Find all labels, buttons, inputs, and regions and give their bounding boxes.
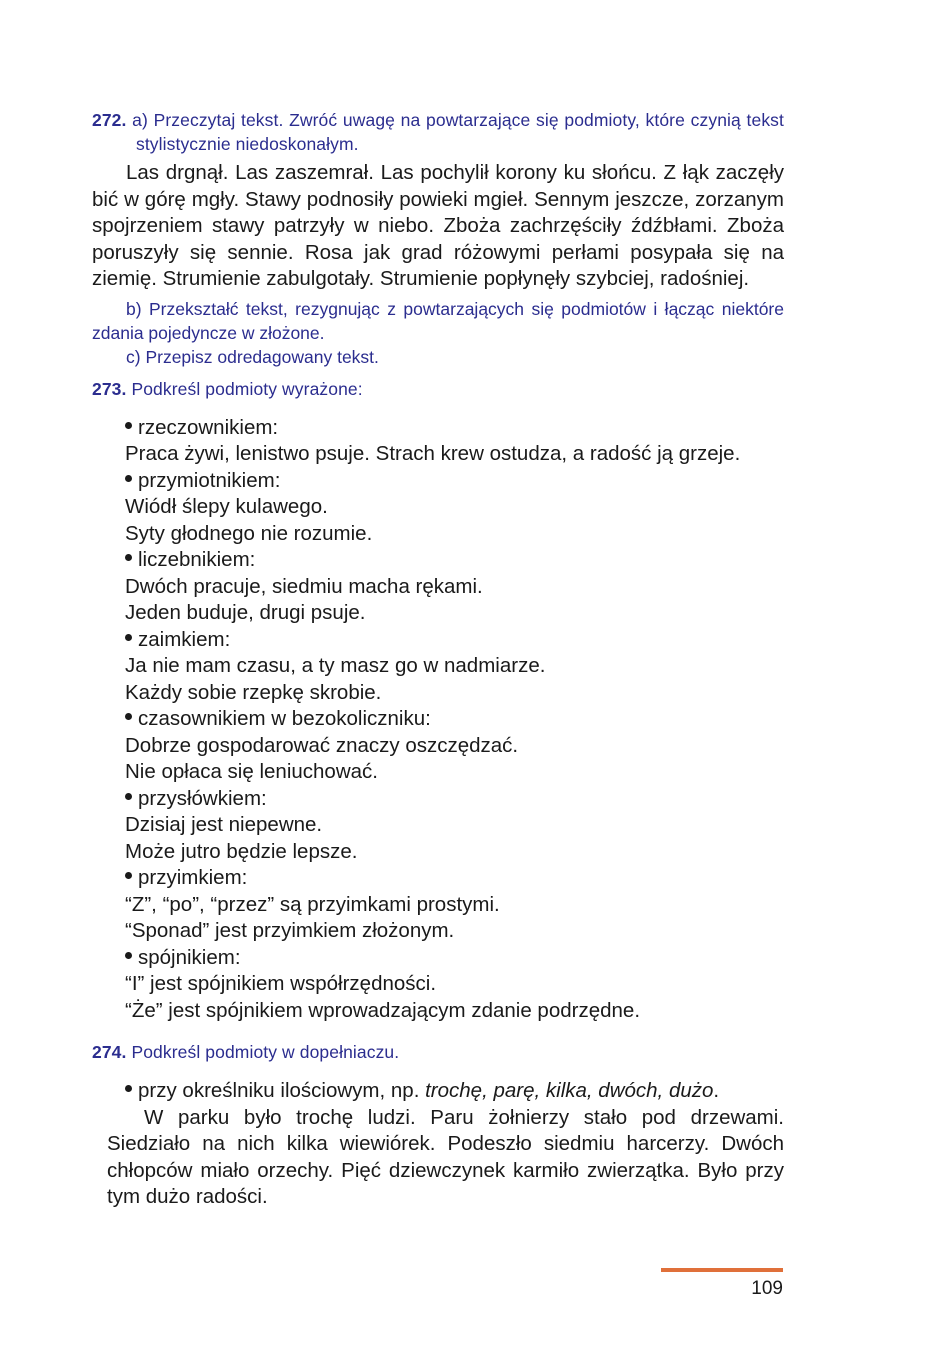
list-item: zaimkiem: [125,627,784,654]
bullet-icon [125,554,132,561]
textbook-page [92,108,784,1211]
example-sentence: “Sponad” jest przyimkiem złożonym. [125,919,455,942]
example-sentence: Każdy sobie rzepkę skrobie. [125,680,382,704]
exercise-273-instruction [92,377,784,401]
instruction-b: b) Przekształć tekst, rezygnując z powtarzających się podmiotów i łącząc niektóre zdania pojedyncze w złożone. [92,298,784,343]
bullet-icon [125,422,132,429]
example-sentence: Dwóch pracuje, siedmiu macha rękami. [125,574,483,598]
exercise-272-instruction [92,108,784,156]
example-sentence: “Że” jest spójnikiem wprowadzającym zdanie podrzędne. [125,998,641,1022]
example-sentence: Jeden buduje, drugi psuje. [125,601,366,624]
exercise-number: 273. [92,378,127,399]
example-sentence: “Z”, “po”, “przez” są przyimkami prostymi. [125,892,500,916]
list-item: liczebnikiem: [125,547,784,574]
bullet-icon [125,634,132,641]
list-item: rzeczownikiem: [125,415,784,442]
list-item: przyimkiem: [125,865,784,892]
list-item: przymiotnikiem: [125,468,784,495]
example-sentence: Wiódł ślepy kulawego. [125,495,328,518]
example-sentence: Dobrze gospodarować znaczy oszczędzać. [125,733,519,757]
exercise-274-text: W parku było trochę ludzi. Paru żołnierzy stało pod drzewami. Siedziało na nich kilka wiewiórek. Podeszło siedmiu harcerzy. Dwóch chłopców miało orzechy. Pięć dziewczynek karmiło zwierzątka. Było przy tym dużo radości. [107,1105,784,1208]
bullet-icon [125,1085,132,1092]
example-sentence: Dzisiaj jest niepewne. [125,813,323,836]
example-sentence: Ja nie mam czasu, a ty masz go w nadmiarze. [125,654,546,677]
instruction-c: c) Przepisz odredagowany tekst. [126,346,379,367]
footer-accent-bar [661,1268,783,1272]
bullet-icon [125,475,132,482]
exercise-274-block [92,1078,784,1211]
bullet-icon [125,872,132,879]
page-number: 109 [751,1278,783,1299]
exercise-number: 272. [92,110,127,130]
example-sentence: Praca żywi, lenistwo psuje. Strach krew ostudza, a radość ją grzeje. [125,442,741,465]
example-sentence: Syty głodnego nie rozumie. [125,521,373,545]
instruction-text: Podkreśl podmioty wyrażone: [131,378,363,399]
instruction-a-cont: czynią tekst stylistycznie niedoskonałym. [136,110,784,154]
exercise-273-list [92,415,784,1025]
exercise-number: 274. [92,1042,127,1062]
example-sentence: “I” jest spójnikiem współrzędności. [125,972,437,995]
list-item: przy określniku ilościowym, np. trochę, parę, kilka, dwóch, dużo. [107,1078,784,1105]
list-item: spójnikiem: [125,945,784,972]
bullet-icon [125,793,132,800]
example-sentence: Nie opłaca się leniuchować. [125,760,378,783]
bullet-icon [125,952,132,959]
list-item: czasownikiem w bezokoliczniku: [125,706,784,733]
bullet-icon [125,713,132,720]
exercise-274-instruction [92,1040,784,1064]
examples-italic: trochę, parę, kilka, dwóch, dużo [425,1079,714,1102]
instruction-text: Podkreśl podmioty w dopełniaczu. [131,1042,400,1062]
list-item: przysłówkiem: [125,786,784,813]
exercise-272-text: Las drgnął. Las zaszemrał. Las pochylił korony ku słońcu. Z łąk zaczęły bić w górę mgły. Stawy podnosiły powieki mgieł. Sennym jeszcze, zorzanym spojrzeniem stawy patrzyły w niebo. Zboża zachrzęściły źdźbłami. Zboża poruszyły się sennie. Rosa jak grad różowymi perłami posypała się na ziemię. Strumienie zabulgotały. Strumienie popłynęły szybciej, radośniej. [92,161,784,290]
instruction-a: a) Przeczytaj tekst. Zwróć uwagę na powtarzające się podmioty, które [132,110,685,130]
example-sentence: Może jutro będzie lepsze. [125,839,358,863]
